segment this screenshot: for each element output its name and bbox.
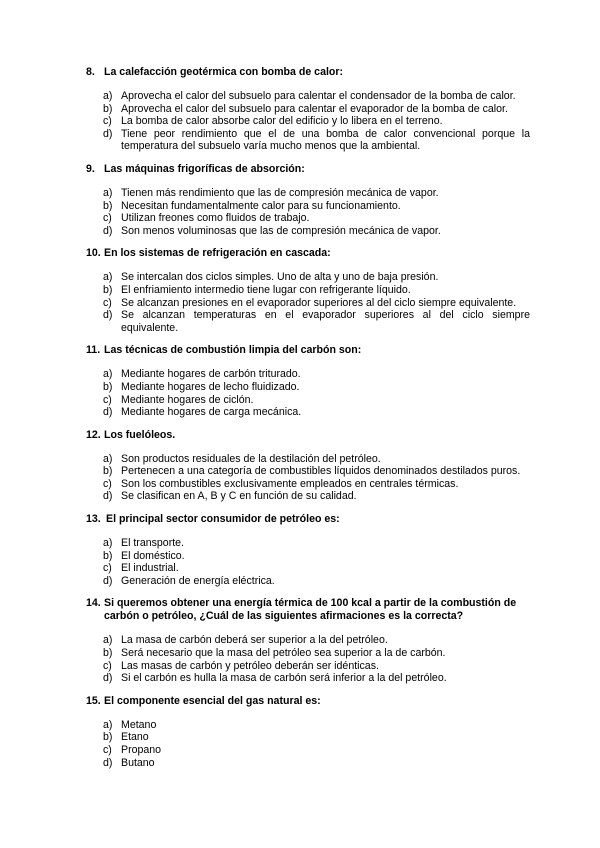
option-letter: c) (103, 296, 112, 309)
option-text: Mediante hogares de ciclón. (121, 393, 254, 406)
option-c (103, 660, 530, 673)
option-list (86, 90, 530, 153)
question-title: Las técnicas de combustión limpia del carbón son: (104, 344, 362, 357)
option-letter: a) (103, 537, 113, 550)
option-b (103, 103, 530, 116)
option-c (103, 394, 530, 407)
question-number: 11. (86, 344, 101, 357)
option-text: La bomba de calor absorbe calor del edificio y lo libera en el terreno. (121, 115, 443, 128)
question-13 (86, 513, 530, 587)
option-letter: d) (103, 574, 113, 587)
option-letter: d) (103, 309, 113, 322)
option-text: Se alcanzan presiones en el evaporador superiores al del ciclo siempre equivalente. (121, 296, 517, 309)
option-letter: d) (103, 756, 113, 769)
option-letter: b) (103, 102, 113, 115)
option-letter: c) (103, 115, 112, 128)
option-b (103, 647, 530, 660)
question-number: 8. (86, 66, 95, 78)
option-letter: a) (103, 452, 113, 465)
question-title: La calefacción geotérmica con bomba de calor: (104, 66, 344, 78)
option-letter: c) (103, 659, 112, 672)
option-list (86, 719, 530, 769)
question-title: Los fuelóleos. (104, 428, 176, 441)
option-b (103, 550, 530, 563)
option-text: Etano (121, 731, 149, 744)
option-d (103, 225, 530, 238)
option-text: Las masas de carbón y petróleo deberán ser idénticas. (121, 659, 379, 672)
option-d (103, 757, 530, 770)
option-text: Se alcanzan temperaturas en el evaporador superiores al del ciclo siempre equivalente. (121, 309, 530, 334)
option-letter: a) (103, 90, 113, 102)
question-12 (86, 429, 530, 503)
question-number: 14. (86, 597, 101, 610)
option-text: Butano (121, 756, 155, 769)
question-8 (86, 66, 530, 153)
option-a (103, 537, 530, 550)
option-text: El doméstico. (121, 549, 185, 562)
option-a (103, 90, 530, 103)
option-letter: c) (103, 393, 112, 406)
option-letter: c) (103, 212, 112, 225)
option-list (86, 187, 530, 237)
option-c (103, 212, 530, 225)
question-title: Las máquinas frigoríficas de absorción: (104, 162, 305, 175)
option-text: Necesitan fundamentalmente calor para su funcionamiento. (121, 199, 401, 212)
option-letter: b) (103, 549, 113, 562)
option-b (103, 381, 530, 394)
question-10 (86, 247, 530, 334)
option-d (103, 575, 530, 588)
question-number: 13. (86, 513, 101, 526)
option-letter: b) (103, 731, 113, 744)
option-letter: b) (103, 465, 113, 478)
question-15 (86, 695, 530, 769)
question-14 (86, 597, 530, 684)
option-text: Será necesario que la masa del petróleo sea superior a la de carbón. (121, 647, 446, 660)
option-text: El enfriamiento intermedio tiene lugar con refrigerante líquido. (121, 283, 411, 296)
question-title: El principal sector consumidor de petróleo es: (106, 513, 340, 526)
option-text: Se intercalan dos ciclos simples. Uno de alta y uno de baja presión. (121, 271, 439, 284)
option-text: Utilizan freones como fluidos de trabajo. (121, 212, 310, 225)
option-text: Generación de energía eléctrica. (121, 574, 275, 587)
option-text: Propano (121, 744, 162, 756)
option-a (103, 634, 530, 647)
option-text: La masa de carbón deberá ser superior a la del petróleo. (121, 634, 388, 647)
option-text: Pertenecen a una categoría de combustibles líquidos denominados destilados puros. (121, 465, 521, 478)
option-b (103, 465, 530, 478)
option-text: Mediante hogares de lecho fluidizado. (121, 380, 300, 393)
option-letter: d) (103, 406, 113, 419)
option-d (103, 490, 530, 503)
option-c (103, 115, 530, 128)
question-number: 15. (86, 694, 101, 707)
option-letter: d) (103, 127, 113, 140)
option-letter: c) (103, 562, 112, 575)
option-list (86, 271, 530, 334)
option-text: Mediante hogares de carga mecánica. (121, 406, 302, 419)
option-text: Son productos residuales de la destilación del petróleo. (121, 452, 381, 465)
option-c (103, 478, 530, 491)
option-text: Mediante hogares de carbón triturado. (121, 368, 301, 381)
option-c (103, 297, 530, 310)
option-text: Se clasifican en A, B y C en función de su calidad. (121, 490, 357, 503)
option-letter: a) (103, 368, 113, 381)
option-text: El transporte. (121, 537, 185, 550)
option-list (86, 453, 530, 503)
option-a (103, 187, 530, 200)
question-number: 10. (86, 247, 101, 260)
option-b (103, 284, 530, 297)
option-a (103, 271, 530, 284)
question-number: 12. (86, 428, 101, 441)
option-letter: c) (103, 477, 112, 490)
question-title: En los sistemas de refrigeración en cascada: (104, 247, 331, 260)
option-text: Son menos voluminosas que las de compresión mecánica de vapor. (121, 224, 441, 237)
option-text: Tienen más rendimiento que las de compresión mecánica de vapor. (121, 186, 439, 199)
option-c (103, 744, 530, 757)
option-letter: a) (103, 634, 113, 647)
option-text: El industrial. (121, 562, 179, 575)
option-text: Si el carbón es hulla la masa de carbón será inferior a la del petróleo. (121, 672, 447, 685)
option-text: Metano (121, 718, 157, 731)
option-letter: a) (103, 271, 113, 284)
option-letter: b) (103, 283, 113, 296)
option-list (86, 634, 530, 684)
option-letter: b) (103, 380, 113, 393)
option-d (103, 309, 530, 334)
option-text: Son los combustibles exclusivamente empleados en centrales térmicas. (121, 477, 459, 490)
option-letter: b) (103, 647, 113, 660)
option-text: Tiene peor rendimiento que el de una bomba de calor convencional porque la temperatura del subsuelo varía mucho menos que la ambiental. (121, 127, 530, 153)
option-b (103, 731, 530, 744)
option-list (86, 537, 530, 587)
option-c (103, 562, 530, 575)
option-letter: b) (103, 199, 113, 212)
question-9 (86, 163, 530, 237)
question-11 (86, 344, 530, 418)
option-text: Aprovecha el calor del subsuelo para calentar el condensador de la bomba de calor. (121, 90, 516, 102)
option-letter: d) (103, 224, 113, 237)
option-d (103, 128, 530, 153)
question-title: Si queremos obtener una energía térmica de 100 kcal a partir de la combustión de carbón o petróleo, ¿Cuál de las siguientes afirmaciones es la correcta? (104, 597, 517, 623)
question-title: El componente esencial del gas natural es: (104, 694, 321, 707)
question-number: 9. (86, 162, 95, 175)
option-b (103, 200, 530, 213)
option-letter: d) (103, 490, 113, 503)
option-a (103, 719, 530, 732)
option-d (103, 406, 530, 419)
option-list (86, 368, 530, 418)
option-letter: a) (103, 186, 113, 199)
option-text: Aprovecha el calor del subsuelo para calentar el evaporador de la bomba de calor. (121, 102, 508, 115)
option-letter: d) (103, 672, 113, 685)
option-d (103, 672, 530, 685)
option-letter: a) (103, 718, 113, 731)
option-a (103, 368, 530, 381)
option-a (103, 453, 530, 466)
option-letter: c) (103, 744, 112, 756)
